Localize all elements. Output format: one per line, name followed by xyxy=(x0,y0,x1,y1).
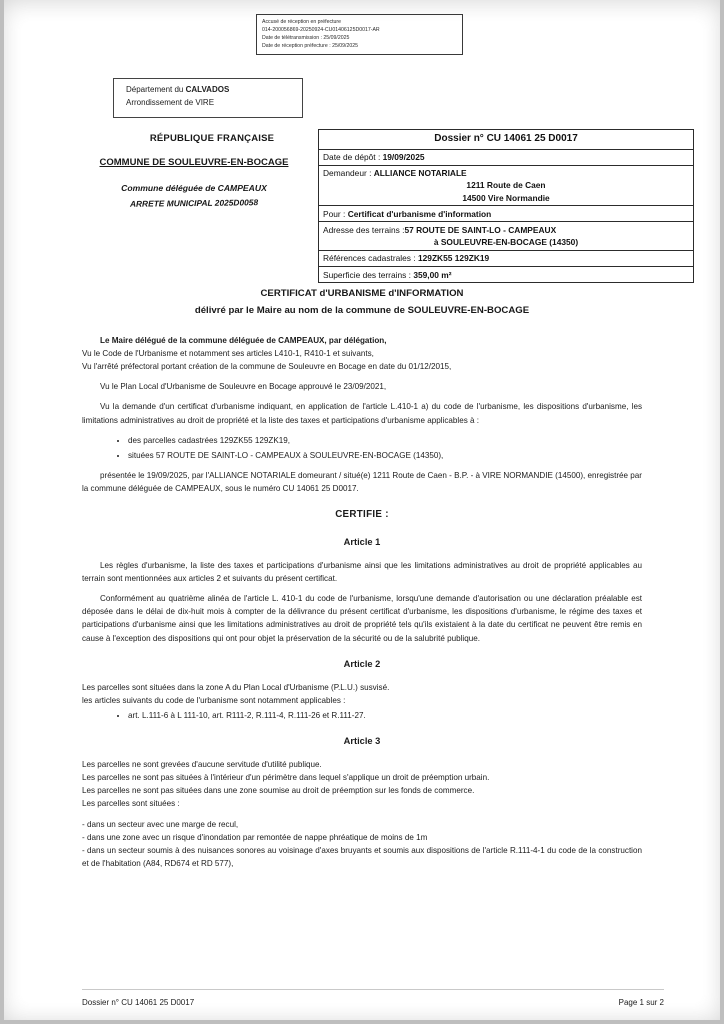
commune-name-text: COMMUNE DE SOULEUVRE-EN-BOCAGE xyxy=(99,157,289,168)
superficie-label: Superficie des terrains : xyxy=(323,269,411,280)
republique-francaise: RÉPUBLIQUE FRANÇAISE xyxy=(149,133,275,144)
article-3-paragraph-4: Les parcelles sont situées : xyxy=(82,799,180,809)
demandeur-label: Demandeur : xyxy=(323,168,372,179)
list-item: • situées 57 ROUTE DE SAINT-LO - CAMPEAUX à SOULEUVRE-EN-BOCAGE (14350), xyxy=(128,449,642,462)
article-2-paragraph-1: Les parcelles sont situées dans la zone A du Plan Local d'Urbanisme (P.L.U.) susvisé. xyxy=(82,682,390,692)
dossier-date-depot xyxy=(319,150,693,166)
page-footer xyxy=(82,998,664,1007)
accuse-line-1: Accusé de réception en préfecture xyxy=(262,19,342,25)
accuse-line-4: Date de réception préfecture : 25/09/2025 xyxy=(262,43,359,50)
article-3-heading: Article 3 xyxy=(343,736,381,747)
article-1-heading: Article 1 xyxy=(343,536,381,547)
article-3-line-3: - dans un secteur soumis à des nuisances sonores au voisinage d'axes bruyants et soumis aux dispositions de l'article R.111-4-1 du code de la construction et de l'habitation (A84, RD674 et RD 577), xyxy=(82,845,642,868)
certificat-title xyxy=(70,286,654,320)
scan-edge-left xyxy=(0,0,4,1024)
footer-dossier: Dossier n° CU 14061 25 D0017 xyxy=(82,998,195,1007)
article-2-heading: Article 2 xyxy=(343,658,381,669)
presentee-paragraph: présentée le 19/09/2025, par l'ALLIANCE NOTARIALE domeurant / situé(e) 1211 Route de Caen - B.P. - à VIRE NORMANDIE (14500), enregistrée par la commune déléguée de CAMPEAUX, sous le numéro CU 14061 25 D0017. xyxy=(82,470,642,493)
dossier-info-table xyxy=(318,129,694,283)
departement-prefix: Département du xyxy=(126,85,186,94)
footer-page-number: Page 1 sur 2 xyxy=(618,998,664,1007)
article-3-line-2: - dans une zone avec un risque d'inondation par remontée de nappe phréatique de moins de 1m xyxy=(82,832,428,842)
vu-demande: Vu la demande d'un certificat d'urbanisme indiquant, en application de l'article L.410-1 a) du code de l'urbanisme, les dispositions d'urbanisme, les limitations administratives au droit de propriété et la liste des taxes et participations d'urbanisme applicables à : xyxy=(82,402,642,425)
article-2-list xyxy=(82,709,642,722)
adresse-value-2: à SOULEUVRE-EN-BOCAGE (14350) xyxy=(433,237,579,248)
article-3-paragraph-3: Les parcelles ne sont pas situées dans une zone soumise au droit de préemption sur les fonds de commerce. xyxy=(82,786,475,796)
commune-deleguee: Commune déléguée de CAMPEAUX xyxy=(121,183,267,193)
document-body xyxy=(82,334,642,870)
adresse-label: Adresse des terrains : xyxy=(323,224,405,235)
vu-code-urbanisme: Vu le Code de l'Urbanisme et notamment ses articles L410-1, R410-1 et suivants, xyxy=(82,349,374,359)
certifie-heading: CERTIFIE : xyxy=(335,509,389,521)
dossier-demandeur xyxy=(319,166,693,207)
arrete-municipal: ARRETE MUNICIPAL 2025D0058 xyxy=(129,197,259,209)
accuse-line-2: 014-200056869-20250924-CU01406125D0017-AR xyxy=(262,27,380,34)
departement-line xyxy=(126,84,294,97)
adresse-value: 57 ROUTE DE SAINT-LO - CAMPEAUX xyxy=(404,224,557,235)
references-value: 129ZK55 129ZK19 xyxy=(417,253,490,264)
references-label: Références cadastrales : xyxy=(323,253,416,264)
article-2-paragraph-2: les articles suivants du code de l'urbanisme sont notamment applicables : xyxy=(82,695,346,705)
article-3-line-1: - dans un secteur avec une marge de recul, xyxy=(82,819,239,829)
list-item: • art. L.111-6 à L 111-10, art. R111-2, R.111-4, R.111-26 et R.111-27. xyxy=(128,709,642,722)
demandeur-adresse-2: 14500 Vire Normandie xyxy=(462,192,550,203)
dossier-references xyxy=(319,251,693,267)
vu-arrete-prefectoral: Vu l'arrêté préfectoral portant création de la commune de Souleuvre en Bocage en date du 01/12/2015, xyxy=(82,362,452,372)
certificat-title-line-1: CERTIFICAT d'URBANISME d'INFORMATION xyxy=(260,288,464,299)
article-1-paragraph-2: Conformément au quatrième alinéa de l'article L. 410-1 du code de l'urbanisme, lorsqu'une demande d'autorisation ou une déclaration préalable est déposée dans le délai de dix-huit mois à compter de la délivrance du présent certificat d'urbanisme, les dispositions d'urbanisme, le régime des taxes et participations d'urbanisme ainsi que les limitations administratives au droit de propriété tels qu'ils existaient à la date du certificat ne peuvent être remis en cause à l'exception des dispositions qui ont pour objet la préservation de la sécurité ou de la salubrité publique. xyxy=(82,594,642,643)
dossier-pour xyxy=(319,206,693,222)
demandeur-adresse-1: 1211 Route de Caen xyxy=(466,180,546,191)
superficie-value: 359,00 m² xyxy=(413,269,452,280)
date-depot-value: 19/09/2025 xyxy=(382,152,425,162)
dossier-superficie xyxy=(319,267,693,282)
article-3-paragraph-1: Les parcelles ne sont grevées d'aucune servitude d'utilité publique. xyxy=(82,760,322,770)
departement-value: CALVADOS xyxy=(185,85,230,94)
accuse-line-3: Date de télétransmission : 25/09/2025 xyxy=(262,35,350,42)
date-depot-label: Date de dépôt : xyxy=(323,152,381,162)
list-item: • des parcelles cadastrées 129ZK55 129ZK19, xyxy=(128,434,642,447)
scan-edge-bottom xyxy=(0,1020,724,1024)
dossier-adresse-terrains xyxy=(319,222,693,250)
parcelles-list xyxy=(82,434,642,462)
footer-divider xyxy=(82,989,664,990)
accuse-reception-box xyxy=(256,14,463,55)
arrondissement-line: Arrondissement de VIRE xyxy=(126,97,215,107)
scan-edge-right xyxy=(720,0,724,1024)
departement-box xyxy=(113,78,303,118)
dossier-number: Dossier n° CU 14061 25 D0017 xyxy=(319,130,693,150)
commune-name xyxy=(78,157,310,168)
demandeur-value: ALLIANCE NOTARIALE xyxy=(373,168,467,179)
pour-value: Certificat d'urbanisme d'information xyxy=(347,208,492,219)
article-1-paragraph-1: Les règles d'urbanisme, la liste des taxes et participations d'urbanisme ainsi que les limitations administratives au droit de propriété applicables au terrain sont mentionnées aux articles 2 et suivants du présent certificat. xyxy=(82,561,642,584)
maire-paragraph: Le Maire délégué de la commune déléguée de CAMPEAUX, par délégation, xyxy=(100,336,387,345)
vu-plu: Vu le Plan Local d'Urbanisme de Souleuvre en Bocage approuvé le 23/09/2021, xyxy=(100,382,387,392)
article-3-paragraph-2: Les parcelles ne sont pas situées à l'intérieur d'un périmètre dans lequel s'applique un droit de préemption urbain. xyxy=(82,773,490,783)
pour-label: Pour : xyxy=(323,208,346,219)
certificat-title-line-2: délivré par le Maire au nom de la commune de SOULEUVRE-EN-BOCAGE xyxy=(194,304,530,316)
